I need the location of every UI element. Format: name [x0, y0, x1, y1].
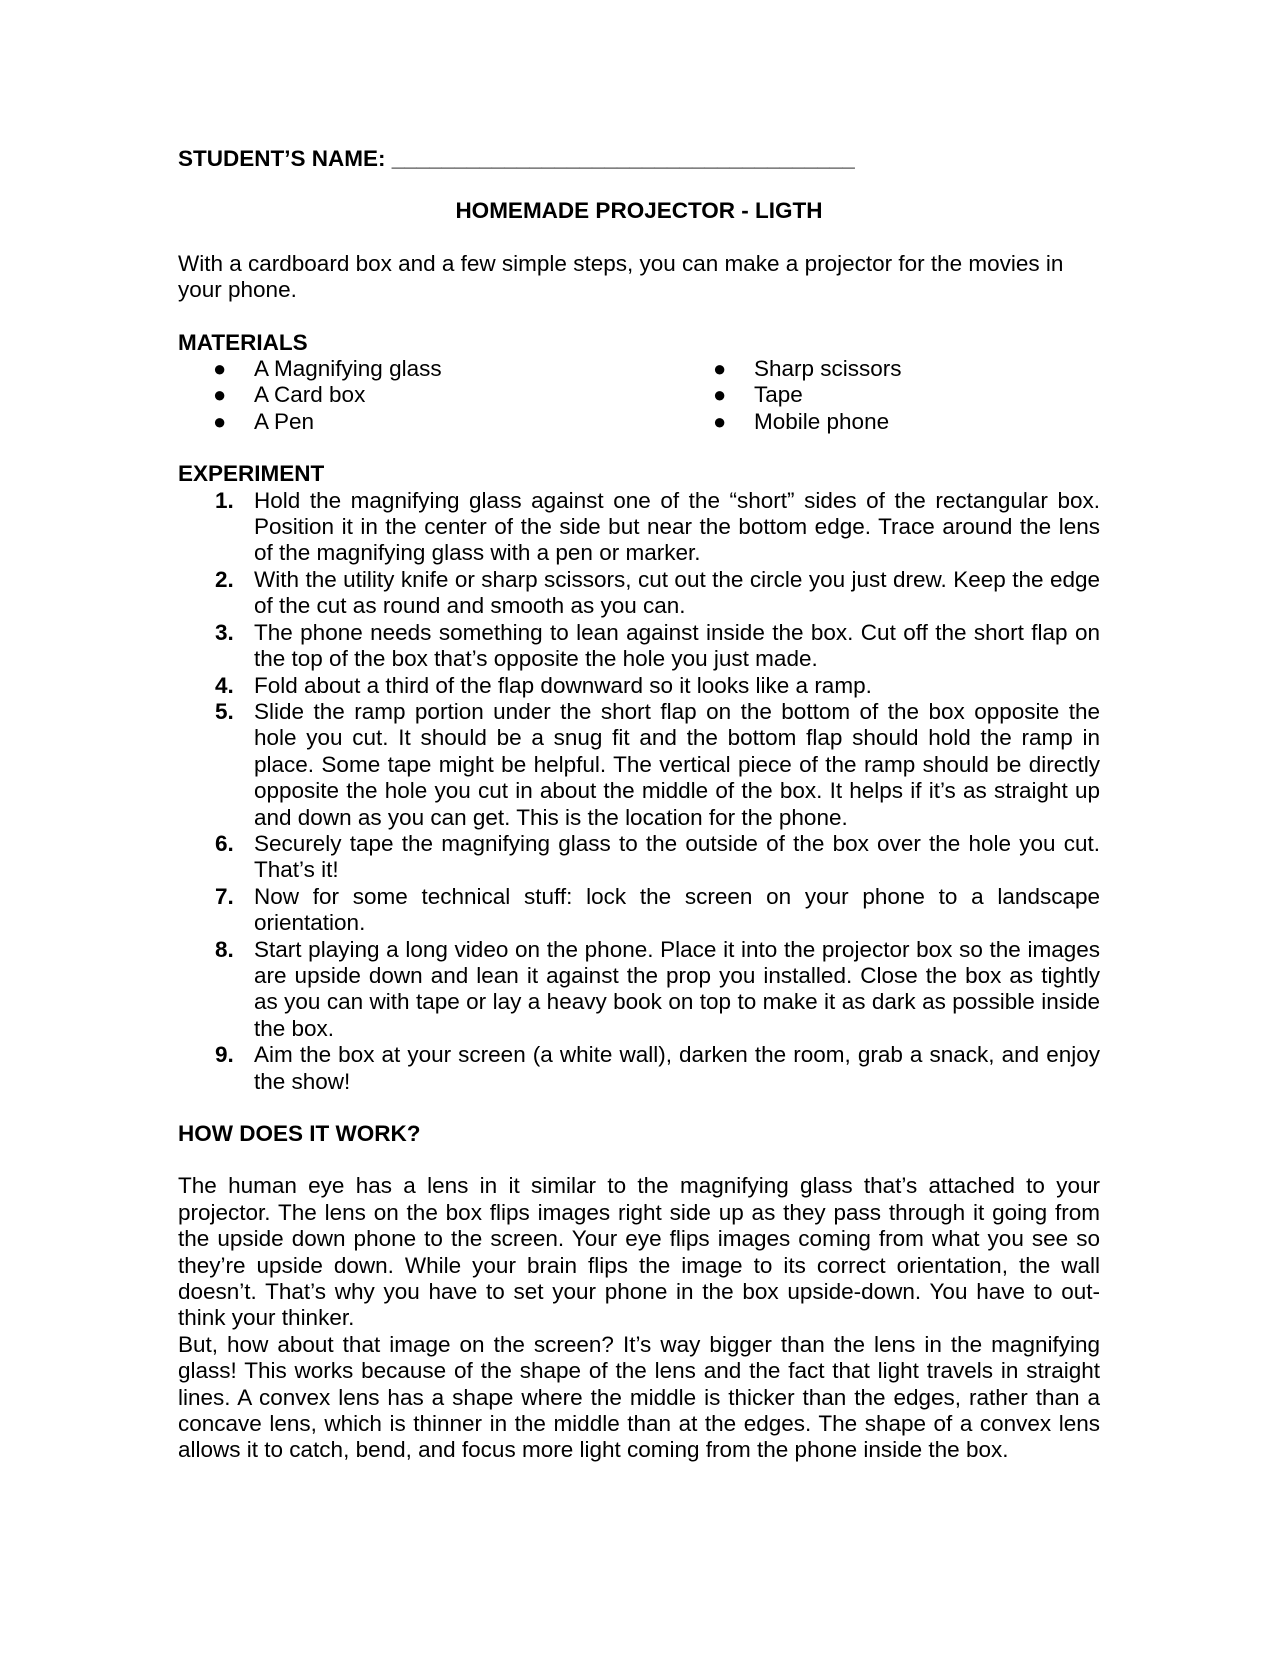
- step-item: [178, 937, 1100, 1043]
- step-number: 1.: [215, 487, 234, 513]
- bullet-icon: ●: [213, 356, 227, 382]
- step-text: Fold about a third of the flap downward so it looks like a ramp.: [254, 672, 872, 698]
- step-item: [178, 567, 1100, 620]
- step-number: 2.: [215, 566, 234, 592]
- intro-paragraph: With a cardboard box and a few simple steps, you can make a projector for the movies in your phone.: [178, 250, 1064, 303]
- material-label: Tape: [754, 382, 803, 408]
- step-item: [178, 884, 1100, 937]
- step-text: The phone needs something to lean against inside the box. Cut off the short flap on the top of the box that’s opposite the hole you just made.: [254, 619, 1100, 672]
- step-number: 6.: [215, 830, 234, 856]
- materials-column-right: [678, 356, 1100, 435]
- list-item: [678, 382, 1100, 408]
- bullet-icon: ●: [713, 408, 727, 434]
- material-label: A Card box: [254, 382, 366, 408]
- material-label: Mobile phone: [754, 408, 890, 434]
- how-it-works-paragraph: The human eye has a lens in it similar to the magnifying glass that’s attached to your projector. The lens on the box flips images right side up as they pass through it going from the upside down phone to the screen. Your eye flips images coming from what you see so they’re upside down. While your brain flips the image to its correct orientation, the wall doesn’t. That’s why you have to set your phone in the box upside-down. You have to out-think your thinker.: [178, 1173, 1100, 1331]
- student-name-label: STUDENT’S NAME:: [178, 146, 392, 171]
- how-it-works-paragraph: But, how about that image on the screen? It’s way bigger than the lens in the magnifying glass! This works because of the shape of the lens and the fact that light travels in straight lines. A convex lens has a shape where the middle is thicker than the edges, rather than a concave lens, which is thinner in the middle than at the edges. The shape of a convex lens allows it to catch, bend, and focus more light coming from the phone inside the box.: [178, 1331, 1100, 1463]
- step-number: 3.: [215, 619, 234, 645]
- step-text: Aim the box at your screen (a white wall), darken the room, grab a snack, and enjoy the show!: [254, 1042, 1100, 1094]
- step-number: 4.: [215, 672, 234, 698]
- step-item: [178, 488, 1100, 567]
- list-item: [178, 356, 678, 382]
- step-item: [178, 831, 1100, 884]
- document-page: [178, 146, 1100, 1464]
- document-title: HOMEMADE PROJECTOR - LIGTH: [455, 198, 823, 224]
- list-item: [178, 409, 678, 435]
- step-text: Slide the ramp portion under the short flap on the bottom of the box opposite the hole you cut. It should be a snug fit and the bottom flap should hold the ramp in place. Some tape might be helpful. The vertical piece of the ramp should be directly opposite the hole you cut in about the middle of the box. It helps if it’s as straight up and down as you can get. This is the location for the phone.: [254, 698, 1100, 830]
- step-number: 7.: [215, 883, 234, 909]
- list-item: [678, 409, 1100, 435]
- step-item: [178, 620, 1100, 673]
- step-text: Securely tape the magnifying glass to the outside of the box over the hole you cut. That’s it!: [254, 830, 1100, 883]
- step-number: 5.: [215, 698, 234, 724]
- step-text: With the utility knife or sharp scissors, cut out the circle you just drew. Keep the edge of the cut as round and smooth as you can.: [254, 566, 1100, 619]
- step-text: Start playing a long video on the phone. Place it into the projector box so the images are upside down and lean it against the prop you installed. Close the box as tightly as you can with tape or lay a heavy book on top to make it as dark as possible inside the box.: [254, 936, 1100, 1041]
- list-item: [678, 356, 1100, 382]
- step-text: Now for some technical stuff: lock the screen on your phone to a landscape orientation.: [254, 883, 1100, 936]
- materials-list: [178, 356, 1100, 435]
- experiment-heading: EXPERIMENT: [178, 461, 325, 487]
- step-item: [178, 1042, 1100, 1095]
- step-item: [178, 673, 1100, 699]
- bullet-icon: ●: [213, 408, 227, 434]
- material-label: A Pen: [254, 408, 315, 434]
- list-item: [178, 382, 678, 408]
- materials-column-left: [178, 356, 678, 435]
- student-name-blank: _____________________________________: [391, 146, 855, 171]
- material-label: Sharp scissors: [754, 356, 902, 382]
- step-number: 9.: [215, 1042, 234, 1068]
- bullet-icon: ●: [713, 356, 727, 382]
- experiment-steps: [178, 488, 1100, 1095]
- material-label: A Magnifying glass: [254, 356, 442, 382]
- materials-heading: MATERIALS: [178, 329, 308, 355]
- bullet-icon: ●: [213, 382, 227, 408]
- step-text: Hold the magnifying glass against one of the “short” sides of the rectangular box. Position it in the center of the side but near the bottom edge. Trace around the lens of the magnifying glass with a pen or marker.: [254, 487, 1100, 566]
- student-name-line: [178, 146, 1100, 172]
- step-item: [178, 699, 1100, 831]
- step-number: 8.: [215, 936, 234, 962]
- how-it-works-heading: HOW DOES IT WORK?: [178, 1121, 421, 1146]
- bullet-icon: ●: [713, 382, 727, 408]
